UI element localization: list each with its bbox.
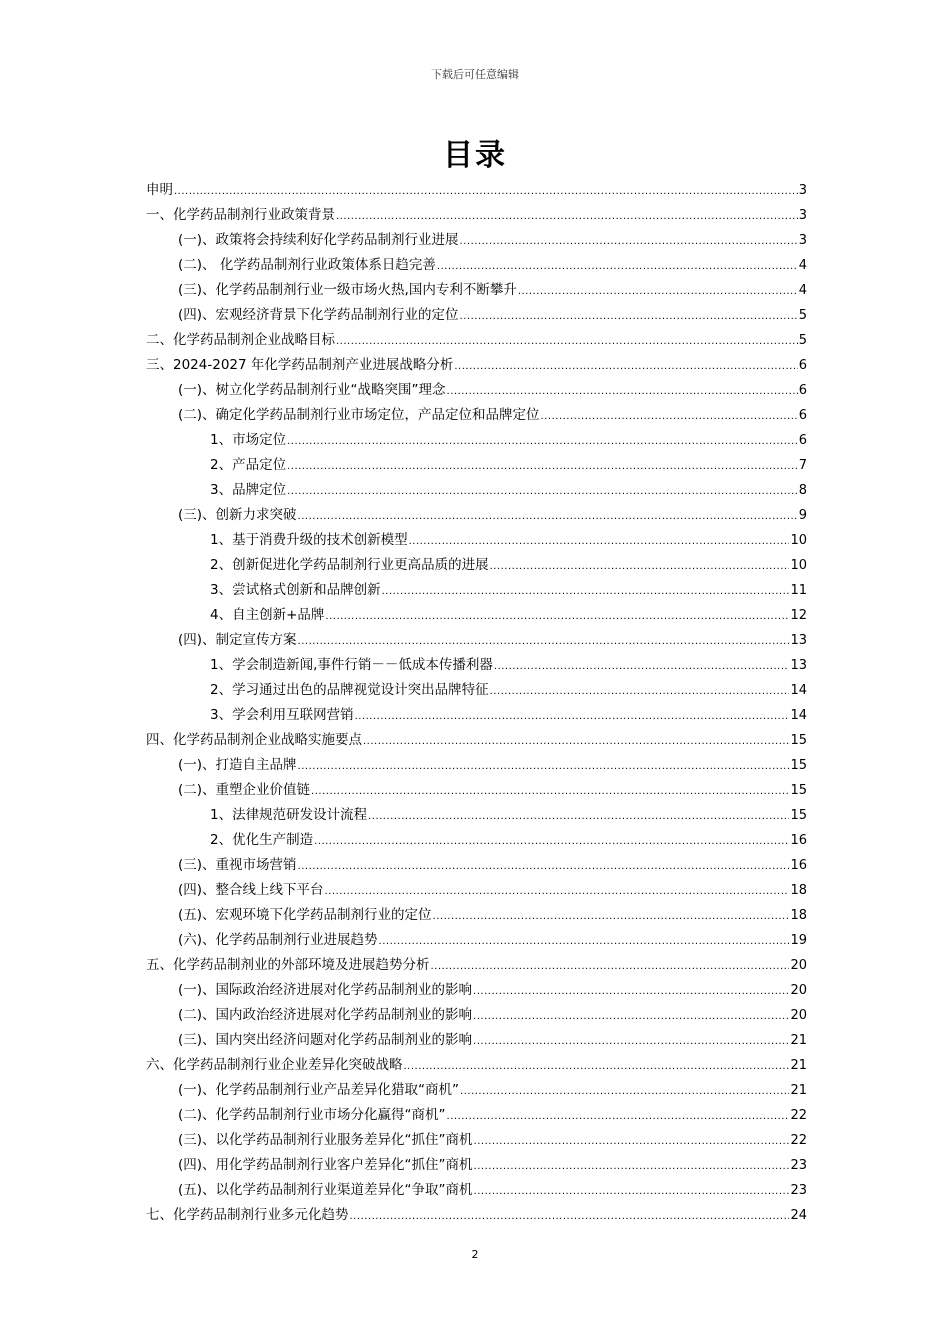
- toc-entry[interactable]: [146, 753, 807, 778]
- toc-entry[interactable]: [146, 628, 807, 653]
- toc-leader-dots: [325, 604, 789, 629]
- toc-entry-label: 五、化学药品制剂业的外部环境及进展趋势分析: [146, 957, 430, 973]
- toc-entry-page: 18: [790, 908, 807, 923]
- toc-entry[interactable]: [146, 478, 807, 503]
- toc-entry-page: 13: [790, 658, 807, 673]
- toc-entry-label: (三)、以化学药品制剂行业服务差异化“抓住”商机: [178, 1132, 473, 1148]
- toc-entry-page: 23: [790, 1158, 807, 1173]
- toc-entry-page: 16: [790, 833, 807, 848]
- toc-leader-dots: [298, 629, 790, 654]
- toc-entry[interactable]: [146, 678, 807, 703]
- toc-entry-label: 六、化学药品制剂行业企业差异化突破战略: [146, 1057, 403, 1073]
- toc-leader-dots: [431, 954, 790, 979]
- toc-entry[interactable]: [146, 553, 807, 578]
- toc-entry-label: (二)、国内政治经济进展对化学药品制剂业的影响: [178, 1007, 473, 1023]
- page-title: 目录: [443, 138, 507, 173]
- toc-entry-page: 10: [790, 558, 807, 573]
- toc-entry[interactable]: [146, 853, 807, 878]
- toc-entry[interactable]: [146, 1078, 807, 1103]
- toc-entry[interactable]: [146, 1103, 807, 1128]
- toc-entry-page: 20: [790, 1008, 807, 1023]
- toc-entry[interactable]: [146, 903, 807, 928]
- toc-entry[interactable]: [146, 1028, 807, 1053]
- toc-entry-label: 1、基于消费升级的技术创新模型: [210, 532, 408, 548]
- toc-entry-label: 七、化学药品制剂行业多元化趋势: [146, 1207, 349, 1223]
- toc-entry-page: 15: [790, 758, 807, 773]
- toc-entry-label: (二)、 化学药品制剂行业政策体系日趋完善: [178, 257, 436, 273]
- toc-entry[interactable]: [146, 778, 807, 803]
- toc-entry-label: 三、2024-2027 年化学药品制剂产业进展战略分析: [146, 357, 454, 373]
- toc-entry-page: 3: [798, 208, 807, 223]
- toc-leader-dots: [474, 1179, 790, 1204]
- toc-entry-page: 5: [798, 308, 807, 323]
- toc-entry-page: 6: [798, 358, 807, 373]
- toc-entry[interactable]: [146, 928, 807, 953]
- toc-entry-label: (一)、国际政治经济进展对化学药品制剂业的影响: [178, 982, 473, 998]
- toc-entry-page: 16: [790, 858, 807, 873]
- toc-leader-dots: [460, 304, 798, 329]
- toc-entry-page: 14: [790, 708, 807, 723]
- toc-entry-label: (三)、化学药品制剂行业一级市场火热,国内专利不断攀升: [178, 282, 517, 298]
- toc-leader-dots: [311, 779, 789, 804]
- toc-leader-dots: [409, 529, 790, 554]
- toc-entry-label: 1、学会制造新闻,事件行销－－低成本传播利器: [210, 657, 493, 673]
- toc-entry[interactable]: [146, 878, 807, 903]
- toc-leader-dots: [287, 479, 798, 504]
- toc-entry[interactable]: [146, 578, 807, 603]
- toc-entry-label: 2、优化生产制造: [210, 832, 314, 848]
- toc-leader-dots: [473, 979, 789, 1004]
- toc-entry-label: (二)、重塑企业价值链: [178, 782, 311, 798]
- toc-entry-label: 1、市场定位: [210, 432, 287, 448]
- toc-entry-label: 2、产品定位: [210, 457, 287, 473]
- toc-entry-label: (一)、政策将会持续利好化学药品制剂行业进展: [178, 232, 459, 248]
- toc-entry-page: 21: [790, 1033, 807, 1048]
- toc-entry-label: (三)、创新力求突破: [178, 507, 297, 523]
- toc-entry[interactable]: [146, 278, 807, 303]
- toc-entry-page: 20: [790, 958, 807, 973]
- toc-leader-dots: [447, 379, 798, 404]
- toc-leader-dots: [355, 704, 790, 729]
- toc-entry[interactable]: [146, 178, 807, 203]
- toc-leader-dots: [325, 879, 790, 904]
- toc-leader-dots: [474, 1129, 790, 1154]
- toc-entry-page: 7: [798, 458, 807, 473]
- toc-entry[interactable]: [146, 703, 807, 728]
- toc-entry-page: 5: [798, 333, 807, 348]
- toc-leader-dots: [494, 654, 790, 679]
- toc-leader-dots: [336, 329, 798, 354]
- toc-entry[interactable]: [146, 203, 807, 228]
- toc-leader-dots: [474, 1154, 790, 1179]
- toc-entry-page: 22: [790, 1133, 807, 1148]
- toc-entry-page: 4: [798, 283, 807, 298]
- toc-leader-dots: [460, 229, 798, 254]
- toc-entry[interactable]: [146, 453, 807, 478]
- toc-leader-dots: [336, 204, 798, 229]
- toc-leader-dots: [363, 729, 789, 754]
- toc-entry-label: 2、学习通过出色的品牌视觉设计突出品牌特征: [210, 682, 489, 698]
- toc-entry-page: 19: [790, 933, 807, 948]
- toc-entry-label: 四、化学药品制剂企业战略实施要点: [146, 732, 362, 748]
- toc-entry-label: (一)、树立化学药品制剂行业“战略突围”理念: [178, 382, 446, 398]
- toc-leader-dots: [460, 1079, 789, 1104]
- toc-entry-page: 6: [798, 408, 807, 423]
- toc-entry-label: 3、尝试格式创新和品牌创新: [210, 582, 381, 598]
- toc-entry[interactable]: [146, 1178, 807, 1203]
- toc-entry-label: 3、学会利用互联网营销: [210, 707, 354, 723]
- toc-leader-dots: [379, 929, 790, 954]
- toc-entry[interactable]: [146, 328, 807, 353]
- toc-entry-page: 4: [798, 258, 807, 273]
- page-header: 下载后可任意编辑: [431, 68, 519, 81]
- toc-leader-dots: [490, 679, 790, 704]
- toc-entry-page: 21: [790, 1058, 807, 1073]
- toc-entry[interactable]: [146, 378, 807, 403]
- toc-entry-label: (一)、化学药品制剂行业产品差异化猎取“商机”: [178, 1082, 460, 1098]
- toc-entry-label: (二)、化学药品制剂行业市场分化赢得“商机”: [178, 1107, 446, 1123]
- toc-entry-page: 21: [790, 1083, 807, 1098]
- toc-entry[interactable]: [146, 428, 807, 453]
- toc-entry-label: 申明: [146, 182, 173, 198]
- toc-leader-dots: [298, 754, 790, 779]
- toc-entry-page: 18: [790, 883, 807, 898]
- toc-leader-dots: [473, 1029, 789, 1054]
- toc-entry-page: 15: [790, 808, 807, 823]
- toc-entry-page: 11: [790, 583, 807, 598]
- toc-entry-label: (三)、国内突出经济问题对化学药品制剂业的影响: [178, 1032, 473, 1048]
- toc-leader-dots: [490, 554, 790, 579]
- toc-entry-page: 22: [790, 1108, 807, 1123]
- toc-entry-page: 15: [790, 733, 807, 748]
- toc-leader-dots: [433, 904, 790, 929]
- toc-leader-dots: [368, 804, 789, 829]
- toc-entry-page: 6: [798, 383, 807, 398]
- toc-entry[interactable]: [146, 528, 807, 553]
- toc-entry[interactable]: [146, 653, 807, 678]
- page-number: 2: [471, 1248, 479, 1261]
- toc-entry-page: 24: [790, 1208, 807, 1223]
- toc-leader-dots: [350, 1204, 790, 1229]
- toc-entry-label: (四)、制定宣传方案: [178, 632, 297, 648]
- toc-entry-label: (五)、以化学药品制剂行业渠道差异化“争取”商机: [178, 1182, 473, 1198]
- toc-entry[interactable]: [146, 1053, 807, 1078]
- toc-entry-page: 13: [790, 633, 807, 648]
- toc-entry-label: 1、法律规范研发设计流程: [210, 807, 368, 823]
- toc-leader-dots: [382, 579, 790, 604]
- toc-entry-page: 8: [798, 483, 807, 498]
- toc-leader-dots: [473, 1004, 789, 1029]
- toc-entry-label: 3、品牌定位: [210, 482, 287, 498]
- toc-entry[interactable]: [146, 1203, 807, 1228]
- toc-entry[interactable]: [146, 828, 807, 853]
- toc-entry-page: 12: [790, 608, 807, 623]
- toc-entry[interactable]: [146, 353, 807, 378]
- toc-entry-page: 9: [798, 508, 807, 523]
- toc-entry-label: (五)、宏观环境下化学药品制剂行业的定位: [178, 907, 432, 923]
- toc-leader-dots: [454, 354, 797, 379]
- toc-leader-dots: [518, 279, 798, 304]
- toc-leader-dots: [437, 254, 798, 279]
- toc-entry-page: 20: [790, 983, 807, 998]
- toc-entry-page: 14: [790, 683, 807, 698]
- toc-entry[interactable]: [146, 603, 807, 628]
- toc-leader-dots: [298, 504, 798, 529]
- toc-entry[interactable]: [146, 953, 807, 978]
- toc-entry-label: (四)、宏观经济背景下化学药品制剂行业的定位: [178, 307, 459, 323]
- toc-entry-label: (六)、化学药品制剂行业进展趋势: [178, 932, 378, 948]
- toc-entry-page: 23: [790, 1183, 807, 1198]
- toc-entry[interactable]: [146, 303, 807, 328]
- toc-entry-page: 10: [790, 533, 807, 548]
- toc-entry[interactable]: [146, 403, 807, 428]
- toc-entry[interactable]: [146, 1128, 807, 1153]
- toc-entry[interactable]: [146, 503, 807, 528]
- toc-entry-label: 2、创新促进化学药品制剂行业更高品质的进展: [210, 557, 489, 573]
- table-of-contents: [146, 178, 807, 1228]
- toc-leader-dots: [541, 404, 798, 429]
- toc-entry-label: 一、化学药品制剂行业政策背景: [146, 207, 335, 223]
- toc-entry[interactable]: [146, 978, 807, 1003]
- toc-leader-dots: [174, 179, 798, 204]
- toc-entry-label: 二、化学药品制剂企业战略目标: [146, 332, 335, 348]
- toc-entry[interactable]: [146, 253, 807, 278]
- toc-leader-dots: [298, 854, 790, 879]
- toc-entry-label: 4、自主创新+品牌: [210, 607, 325, 623]
- toc-entry-page: 15: [790, 783, 807, 798]
- toc-entry[interactable]: [146, 1003, 807, 1028]
- toc-entry[interactable]: [146, 803, 807, 828]
- toc-entry-label: (二)、确定化学药品制剂行业市场定位，产品定位和品牌定位: [178, 407, 540, 423]
- toc-leader-dots: [287, 454, 798, 479]
- toc-entry-label: (四)、用化学药品制剂行业客户差异化“抓住”商机: [178, 1157, 473, 1173]
- toc-leader-dots: [314, 829, 789, 854]
- toc-leader-dots: [287, 429, 798, 454]
- toc-entry-label: (三)、重视市场营销: [178, 857, 297, 873]
- toc-leader-dots: [447, 1104, 790, 1129]
- toc-entry-page: 6: [798, 433, 807, 448]
- toc-entry-label: (四)、整合线上线下平台: [178, 882, 324, 898]
- toc-entry[interactable]: [146, 728, 807, 753]
- toc-entry-page: 3: [798, 183, 807, 198]
- toc-entry[interactable]: [146, 1153, 807, 1178]
- toc-leader-dots: [404, 1054, 790, 1079]
- toc-entry-page: 3: [798, 233, 807, 248]
- toc-entry-label: (一)、打造自主品牌: [178, 757, 297, 773]
- toc-entry[interactable]: [146, 228, 807, 253]
